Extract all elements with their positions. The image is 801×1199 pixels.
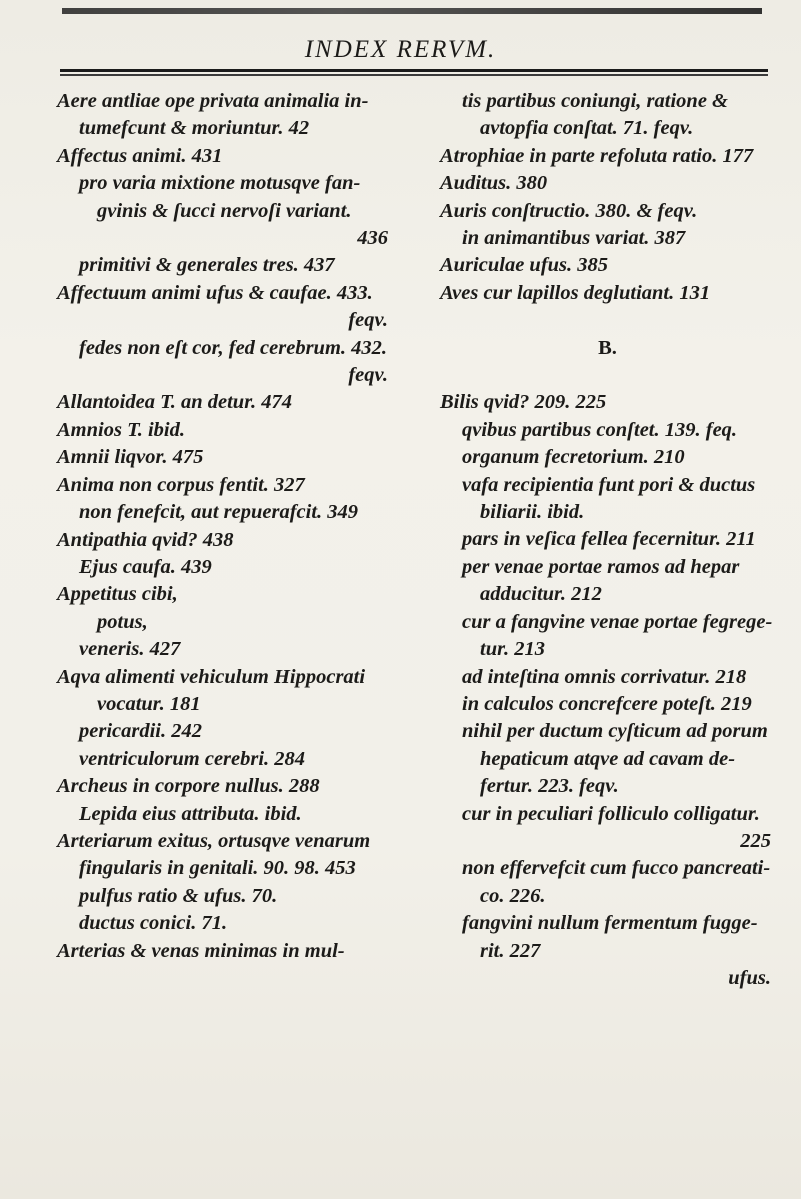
index-entry: Auriculae ufus. 385 — [440, 254, 609, 277]
index-entry: Auditus. 380 — [440, 172, 548, 195]
index-entry: cur in peculiari folliculo colligatur. — [462, 802, 760, 825]
index-entry: Bilis qvid? 209. 225 — [440, 391, 607, 414]
index-entry: ad inteſtina omnis corrivatur. 218 — [462, 665, 747, 688]
index-entry: potus, — [97, 610, 148, 633]
index-entry: Aere antliae ope privata animalia in- — [57, 90, 369, 112]
index-entry: fertur. 223. feqv. — [480, 775, 619, 798]
index-entry: in animantibus variat. 387 — [462, 227, 686, 250]
index-entry: feqv. — [348, 364, 388, 387]
index-entry: Affectus animi. 431 — [57, 144, 223, 167]
index-entry: pro varia mixtione motusqve fan- — [79, 172, 361, 195]
index-entry: Amnios T. ibid. — [57, 418, 185, 441]
index-entry: fangvini nullum fermentum fugge- — [462, 912, 758, 935]
index-entry: 225 — [740, 829, 771, 852]
index-entry: qvibus partibus conſtet. 139. feq. — [462, 418, 738, 441]
index-entry: vocatur. 181 — [97, 692, 201, 715]
spacer — [440, 307, 775, 334]
index-entry: Auris conſtructio. 380. & feqv. — [440, 199, 698, 222]
index-entry: tumefcunt & moriuntur. 42 — [79, 117, 310, 140]
index-entry: non fenefcit, aut repuerafcit. 349 — [79, 501, 359, 524]
index-entry: Ejus caufa. 439 — [79, 555, 212, 578]
index-entry: tis partibus coniungi, ratione & — [462, 90, 728, 112]
header-rule-thin — [60, 74, 768, 76]
index-entry: organum fecretorium. 210 — [462, 446, 685, 469]
index-entry: hepaticum atqve ad cavam de- — [480, 747, 736, 770]
page-title: INDEX RERVM. — [304, 36, 497, 63]
index-entry: gvinis & ſucci nervoſi variant. — [97, 199, 352, 222]
index-entry: Antipathia qvid? 438 — [57, 528, 234, 551]
index-entry: ductus conici. 71. — [79, 912, 228, 935]
index-entry: Appetitus cibi, — [57, 583, 178, 606]
left-column — [57, 88, 392, 965]
right-column — [440, 88, 775, 992]
index-entry: Atrophiae in parte refoluta ratio. 177 — [440, 144, 754, 167]
index-entry: Aqva alimenti vehiculum Hippocrati — [57, 665, 366, 688]
header-rule — [60, 69, 768, 72]
top-decorative-rule — [62, 8, 762, 14]
index-entry: Allantoidea T. an detur. 474 — [57, 391, 293, 414]
index-entry: in calculos concrefcere poteſt. 219 — [462, 692, 752, 715]
index-entry: per venae portae ramos ad hepar — [462, 555, 740, 578]
index-entry: adducitur. 212 — [480, 583, 602, 606]
index-entry: Amnii liqvor. 475 — [57, 446, 204, 469]
index-entry: fingularis in genitali. 90. 98. 453 — [79, 857, 356, 880]
index-entry: Lepida eius attributa. ibid. — [79, 802, 302, 825]
index-entry: ventriculorum cerebri. 284 — [79, 747, 306, 770]
index-entry: vafa recipientia funt pori & ductus — [462, 473, 756, 496]
index-entry: Arterias & venas minimas in mul- — [57, 939, 345, 962]
index-entry: avtopfia conſtat. 71. feqv. — [480, 117, 694, 140]
index-entry: Anima non corpus fentit. 327 — [57, 473, 305, 496]
index-entry: pericardii. 242 — [79, 720, 202, 743]
index-entry: Arteriarum exitus, ortusqve venarum — [57, 829, 371, 852]
index-entry: fedes non eſt cor, fed cerebrum. 432. — [79, 336, 388, 359]
index-entry: rit. 227 — [480, 939, 541, 962]
index-entry: feqv. — [348, 309, 388, 332]
index-entry: biliarii. ibid. — [480, 501, 585, 524]
index-entry: non effervefcit cum fucco pancreati- — [462, 857, 771, 880]
index-entry: ufus. — [728, 966, 771, 989]
index-entry: pulfus ratio & ufus. 70. — [79, 884, 278, 907]
index-entry: 436 — [357, 227, 388, 250]
index-entry: Aves cur lapillos deglutiant. 131 — [440, 281, 711, 304]
spacer — [440, 362, 775, 389]
index-entry: primitivi & generales tres. 437 — [79, 254, 335, 277]
index-entry: veneris. 427 — [79, 638, 181, 661]
index-entry: nihil per ductum cyſticum ad porum — [462, 720, 768, 743]
index-entry: Archeus in corpore nullus. 288 — [57, 775, 320, 798]
index-entry: tur. 213 — [480, 638, 545, 661]
index-entry: Affectuum animi ufus & caufae. 433. — [57, 281, 373, 304]
index-entry: cur a fangvine venae portae fegrege- — [462, 610, 773, 633]
index-entry: pars in veſica fellea fecernitur. 211 — [462, 528, 756, 551]
index-entry: co. 226. — [480, 884, 546, 907]
section-letter-heading: B. — [598, 336, 617, 359]
